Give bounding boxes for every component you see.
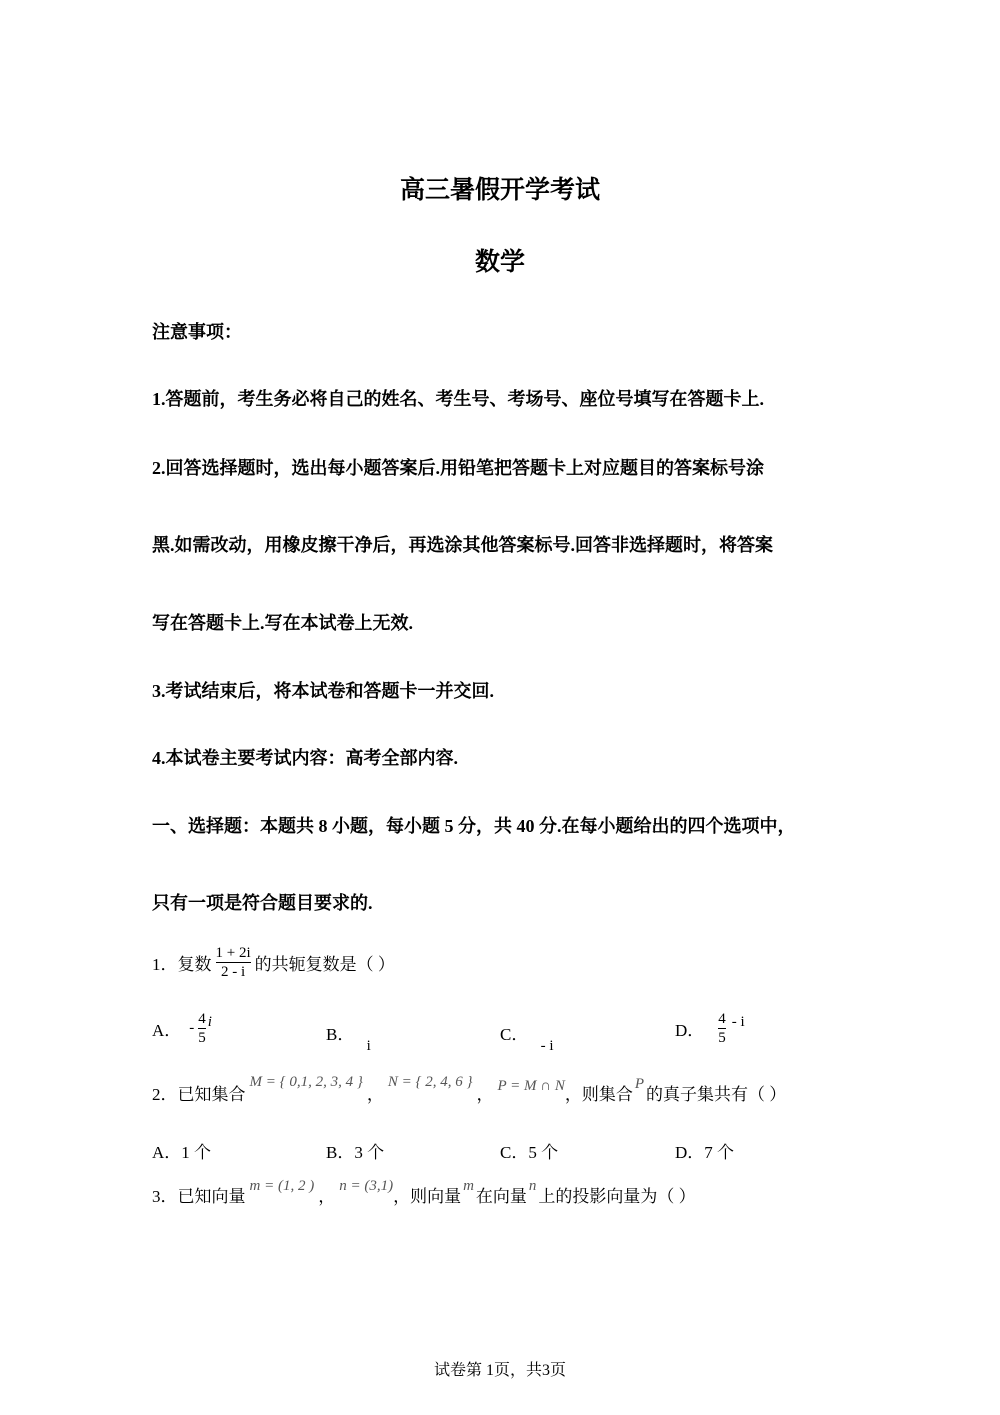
- q1-fraction: [216, 944, 251, 981]
- notice-heading: 注意事项：: [152, 322, 242, 343]
- q3-prefix: 3．已知向量: [152, 1186, 246, 1206]
- notice-line-2: 2.回答选择题时，选出每小题答案后.用铅笔把答题卡上对应题目的答案标号涂: [152, 458, 764, 478]
- q2-prefix: 2．已知集合: [152, 1084, 246, 1104]
- q2-option-c[interactable]: C．5 个: [500, 1143, 559, 1162]
- q1-option-a-var: i: [207, 1013, 212, 1030]
- q2-suffix: 的真子集共有（ ）: [646, 1084, 787, 1104]
- q1-frac-num: 1 + 2i: [215, 944, 251, 961]
- q1-prefix: 1．复数: [152, 954, 212, 974]
- exam-subject: 数学: [474, 247, 525, 276]
- section1-line-2: 只有一项是符合题目要求的.: [152, 893, 373, 913]
- q1-suffix: 的共轭复数是（ ）: [254, 954, 395, 974]
- q3-mid-1: ，则向量: [393, 1186, 462, 1206]
- section1-line-1: 一、选择题：本题共 8 小题，每小题 5 分，共 40 分.在每小题给出的四个选项中，: [152, 816, 796, 836]
- q1-option-b-value: i: [366, 1038, 371, 1054]
- q1-option-c[interactable]: [500, 1020, 554, 1054]
- notice-line-3: 黑.如需改动，用橡皮擦干净后，再选涂其他答案标号.回答非选择题时，将答案: [152, 535, 773, 555]
- q1-option-a-num: 4: [198, 1010, 206, 1027]
- q2-set-n: N = { 2, 4, 6 }: [387, 1073, 473, 1090]
- q2-set-p: P = M ∩ N: [497, 1077, 565, 1094]
- q2-set-m: M = { 0,1, 2, 3, 4 }: [249, 1073, 363, 1090]
- notice-line-6: 4.本试卷主要考试内容：高考全部内容.: [152, 748, 458, 768]
- notice-line-1: 1.答题前，考生务必将自己的姓名、考生号、考场号、座位号填写在答题卡上.: [152, 389, 764, 409]
- q1-option-d-fraction: [718, 1010, 726, 1047]
- q3-var-n: n: [528, 1177, 537, 1194]
- q2-comma-1: ，: [366, 1084, 384, 1104]
- page-footer: 试卷第 1页，共3页: [433, 1362, 566, 1379]
- q1-option-d-label: D．: [675, 1020, 705, 1040]
- q1-option-d-num: 4: [718, 1010, 726, 1027]
- q2-option-a[interactable]: A．1 个: [152, 1143, 212, 1162]
- q1-option-a-label: A．: [152, 1020, 182, 1040]
- notice-line-5: 3.考试结束后，将本试卷和答题卡一并交回.: [152, 681, 494, 701]
- question-3: [152, 1174, 696, 1214]
- q3-mid-2: 在向量: [475, 1186, 527, 1206]
- q2-mid: ，则集合: [564, 1084, 633, 1104]
- q1-option-c-label: C．: [500, 1025, 529, 1044]
- q2-comma-2: ，: [476, 1084, 494, 1104]
- question-1: [152, 940, 395, 984]
- q3-var-m: m: [463, 1177, 474, 1194]
- q2-option-d[interactable]: D．7 个: [675, 1143, 735, 1162]
- q3-comma: ，: [318, 1186, 336, 1206]
- q3-vector-m: m = (1, 2 ): [249, 1177, 315, 1194]
- q1-option-d-tail: - i: [731, 1013, 745, 1030]
- exam-title: 高三暑假开学考试: [399, 175, 600, 204]
- q3-suffix: 上的投影向量为（ ）: [538, 1186, 696, 1206]
- q1-option-a-den: 5: [198, 1029, 206, 1046]
- q1-option-d-den: 5: [718, 1029, 726, 1046]
- question-2: [152, 1072, 786, 1112]
- q1-frac-den: 2 - i: [220, 963, 246, 980]
- q2-option-b[interactable]: B．3 个: [326, 1143, 385, 1162]
- q1-option-b-label: B．: [326, 1025, 355, 1044]
- q1-option-b[interactable]: [326, 1020, 371, 1054]
- notice-line-4: 写在答题卡上.写在本试卷上无效.: [152, 613, 413, 633]
- q3-vector-n: n = (3,1): [339, 1177, 394, 1194]
- q2-var-p: P: [634, 1075, 645, 1092]
- q1-option-a-fraction: [198, 1010, 206, 1047]
- q1-option-d[interactable]: [675, 1006, 745, 1050]
- q1-option-a-sign: -: [189, 1019, 195, 1036]
- q1-option-a[interactable]: [152, 1006, 212, 1050]
- q1-option-c-value: - i: [540, 1038, 554, 1054]
